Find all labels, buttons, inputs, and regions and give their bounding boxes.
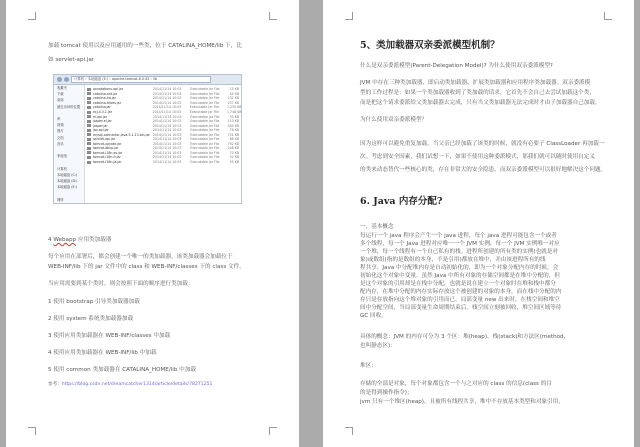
left-document-page bbox=[6, 0, 299, 447]
file-date: 2014/11/14 10:03 bbox=[152, 137, 182, 142]
file-date: 2014/11/14 10:03 bbox=[152, 141, 182, 146]
paragraph-line: jvm 只有一个堆区(heap)，且被所有线程共享，堆中不存放基本类型和对象引用， bbox=[360, 399, 564, 405]
paragraph-line: 当应用需要到某个类时，则会按照下面的顺序进行类加载： bbox=[48, 281, 194, 287]
paragraph-line: 次。考虑到安全因素，我们试想一下，如果不使用这种委派模式，那我们就可以随时使用自定义 bbox=[360, 154, 595, 160]
file-size: 52 KB bbox=[229, 155, 239, 160]
file-size: 55 KB bbox=[229, 160, 239, 165]
jar-file-icon bbox=[87, 97, 91, 100]
crop-mark bbox=[28, 427, 36, 435]
paragraph-line: 每个应用在部署后，都会创建一个唯一的类加载器。该类加载器会加载位于 bbox=[48, 254, 233, 260]
file-type: Executable Jar File bbox=[189, 105, 219, 110]
section-5-question: 什么是双亲委派模型(Parent-Delegation Model)? 为什么使用双亲委派模型? bbox=[360, 63, 553, 69]
file-size: 54 KB bbox=[229, 91, 239, 96]
paragraph-line: 为什么使用双亲委派模型？ bbox=[360, 117, 428, 123]
file-type: Executable Jar File bbox=[190, 91, 220, 96]
jar-file-icon bbox=[87, 88, 91, 91]
file-name: catalina-tribes.jar bbox=[93, 100, 122, 105]
explorer-sidebar bbox=[54, 85, 85, 203]
file-name: tomcat-i18n-es.jar bbox=[93, 150, 123, 155]
paragraph-line: 每运行一个 java 程序会产生一个 java 进程，每个 java 进程可能包含一个或者 bbox=[360, 233, 557, 239]
file-date: 2014/11/14 10:03 bbox=[152, 96, 182, 101]
file-date: 2014/11/14 10:03 bbox=[152, 119, 182, 124]
jar-file-icon bbox=[87, 151, 91, 154]
jar-file-icon bbox=[87, 106, 91, 109]
file-name: catalina-ant.jar bbox=[93, 91, 118, 96]
explorer-file-list bbox=[87, 87, 242, 201]
file-name: mysql-connector-java-5.1.13-bin.jar bbox=[93, 132, 150, 137]
file-date: 2014/11/14 10:03 bbox=[152, 105, 182, 110]
step-item: 4 使用应用类加载器在 WEB-INF/lib 中加载 bbox=[48, 350, 157, 356]
explorer-sidebar-item[interactable]: 文档 bbox=[57, 135, 64, 140]
file-date: 2014/11/14 10:03 bbox=[152, 100, 182, 105]
file-size: 76 KB bbox=[229, 128, 239, 133]
file-name: el-api.jar bbox=[93, 114, 108, 119]
paragraph-line: 型的工作过程是：如果一个类加载器收到了类加载的请求，它首先不会自己去尝试加载这个类， bbox=[360, 90, 595, 96]
paragraph-line: 程共享。Java 中分配堆内存是自动初始化的，即为一个对象分配内存的时候，会 bbox=[360, 265, 559, 271]
file-type: Executable Jar File bbox=[190, 132, 220, 137]
explorer-sidebar-item[interactable]: 家庭组 bbox=[57, 154, 67, 159]
file-type: Executable Jar File bbox=[190, 87, 220, 92]
intro-line: 加载 tomcat 使用以及应用通用的一些类，位于 CATALINA_HOME/lib 下，比 bbox=[48, 43, 242, 49]
jar-file-icon bbox=[87, 156, 91, 159]
file-size: 88 KB bbox=[229, 137, 239, 142]
file-type: Executable Jar File bbox=[190, 155, 220, 160]
file-name: tomcat-i18n-ja.jar bbox=[93, 160, 122, 165]
file-date: 2014/11/14 10:03 bbox=[152, 132, 182, 137]
file-size: 33 KB bbox=[229, 114, 239, 119]
file-size: 594 KB bbox=[227, 123, 239, 128]
paragraph-line: 的类来动态替代一些核心的类，存在非常大的安全隐患，而双亲委派模型可以很好地解决这个问题。 bbox=[360, 167, 607, 173]
jar-file-icon bbox=[87, 133, 91, 136]
file-date: 2014/11/14 10:03 bbox=[152, 160, 182, 165]
paragraph-line: 也叫静态区)： bbox=[360, 343, 396, 349]
crop-mark bbox=[345, 427, 353, 435]
crop-mark bbox=[269, 12, 277, 20]
explorer-sidebar-item[interactable]: 桌面 bbox=[57, 98, 64, 103]
file-size: 1,748 KB bbox=[227, 110, 242, 114]
explorer-sidebar-item[interactable]: 网络 bbox=[57, 197, 64, 202]
paragraph-line: 具体的概念：JVM 的内存可分为 3 个区：堆(heap)、栈(stack)和方法区(method， bbox=[360, 334, 570, 340]
file-date: 2014/11/14 10:03 bbox=[152, 150, 182, 155]
file-type: Executable Jar File bbox=[190, 160, 220, 165]
reference-link[interactable]: https://blog.csdn.net/dreamcatcher1314/article/details/78271251 bbox=[61, 382, 213, 387]
file-type: Executable Jar File bbox=[189, 110, 219, 114]
file-name: catalina-ha.jar bbox=[93, 96, 116, 101]
intro-line: 如 servlet-api.jar bbox=[48, 57, 95, 63]
file-type: Executable Jar File bbox=[190, 123, 220, 128]
jar-file-icon bbox=[87, 142, 91, 145]
file-date: 2014/11/14 10:03 bbox=[152, 128, 182, 133]
explorer-sidebar-item[interactable]: 本地磁盘 (C:) bbox=[57, 172, 78, 177]
file-date: 2014/11/14 10:03 bbox=[152, 146, 182, 151]
file-date: 2014/11/14 10:03 bbox=[152, 91, 182, 96]
explorer-sidebar-item[interactable]: 下载 bbox=[57, 92, 64, 97]
file-name: tomcat-coyote.jar bbox=[93, 141, 122, 146]
forward-icon bbox=[64, 77, 69, 82]
file-name: jsp-api.jar bbox=[93, 128, 109, 133]
right-document-page bbox=[323, 0, 634, 447]
file-name: jasper-el.jar bbox=[93, 119, 112, 124]
paragraph-line: 存储的全部是对象，每个对象都包含一个与之对应的 class 的信息(class 的目 bbox=[360, 381, 552, 387]
file-name: servlet-api.jar bbox=[93, 137, 116, 142]
file-explorer-screenshot bbox=[53, 74, 242, 204]
file-date: 2014/11/14 10:03 bbox=[152, 123, 182, 128]
file-name: tomcat-i18n-fr.jar bbox=[93, 155, 121, 160]
file-date: 2014/11/14 10:03 bbox=[152, 110, 182, 114]
file-type: Executable Jar File bbox=[190, 128, 220, 133]
file-size: 248 KB bbox=[227, 146, 239, 151]
file-type: Executable Jar File bbox=[190, 137, 220, 142]
paragraph-line: 是这个对象的引用却是在栈中分配，也就是说在建立一个对象时在堆和栈中都分 bbox=[360, 281, 556, 287]
jar-file-icon bbox=[87, 92, 91, 95]
paragraph-line: 配内存，在堆中分配的内存实际存放这个被创建的对象的本身，而在栈中分配的内 bbox=[360, 289, 562, 295]
file-date: 2014/11/14 10:03 bbox=[152, 155, 182, 160]
file-size: 1,235 KB bbox=[227, 105, 242, 110]
paragraph-line: 而是把这个请求委派给父类加载器去完成，只有当父类加载器无法完成时才由子加载器自己加载。 bbox=[360, 100, 601, 106]
file-name: annotations-api.jar bbox=[93, 87, 124, 92]
file-name: catalina.jar bbox=[93, 105, 111, 110]
file-type: Executable Jar File bbox=[190, 141, 220, 146]
subheading: 一、基本概念 bbox=[360, 224, 394, 230]
file-row[interactable] bbox=[87, 160, 239, 165]
explorer-sidebar-item[interactable]: 收藏夹 bbox=[57, 86, 67, 90]
crop-mark bbox=[28, 12, 36, 20]
explorer-sidebar-item[interactable]: 视频 bbox=[57, 123, 64, 128]
paragraph-line: 象)或数组(指的是数组的本身，不是引用)都放在堆中，并由该进程所有的线 bbox=[360, 257, 546, 263]
jar-file-icon bbox=[87, 161, 91, 164]
file-type: Executable Jar File bbox=[190, 96, 220, 101]
step-item: 1 使用 bootstrap 引导类加载器加载 bbox=[48, 299, 140, 305]
step-item: 3 使用应用类加载器在 WEB-INF/classes 中加载 bbox=[48, 333, 171, 339]
reference-line: 参考：https://blog.csdn.net/dreamcatcher1314/article/details/78271251 bbox=[48, 382, 213, 387]
jar-file-icon bbox=[87, 111, 91, 114]
file-type: Executable Jar File bbox=[190, 119, 220, 124]
jar-file-icon bbox=[87, 115, 91, 118]
file-date: 2014/11/14 10:03 bbox=[152, 87, 182, 92]
file-size: 792 KB bbox=[227, 141, 239, 146]
jar-file-icon bbox=[87, 138, 91, 141]
step-item: 2 使用 system 系统类加载器加载 bbox=[48, 316, 134, 322]
crop-mark bbox=[604, 12, 612, 20]
explorer-address-bar bbox=[54, 75, 241, 85]
paragraph-line: GC 回收。 bbox=[360, 313, 387, 319]
paragraph-line: 初始化这个对象中变量。虽然 Java 中所有对象的存储空间都是在堆中分配的，但 bbox=[360, 273, 560, 279]
section-6-title: 6. Java 内存分配? bbox=[360, 196, 443, 207]
heap-label: 堆区： bbox=[360, 363, 377, 369]
paragraph-line: WEB-INF/lib 下的 jar 文件中的 class 和 WEB-INF/classes 下的 class 文件。 bbox=[48, 264, 245, 270]
file-name: jasper.jar bbox=[93, 123, 108, 128]
paragraph-line: 多个线程，每一个 Java 进程对应唯一一个 JVM 实例，每一个 JVM 实例唯一对应 bbox=[360, 241, 560, 247]
paragraph-line: 一个堆，每一个线程有一个自己私有的栈。进程所创建的所有类的实例(也就是对 bbox=[360, 249, 558, 255]
jar-file-icon bbox=[87, 147, 91, 150]
crop-mark bbox=[269, 427, 277, 435]
explorer-sidebar-item[interactable]: 库 bbox=[57, 117, 61, 122]
crop-mark bbox=[345, 12, 353, 20]
file-name: tomcat-dbcp.jar bbox=[93, 146, 119, 151]
explorer-sidebar-item[interactable]: 图片 bbox=[57, 129, 64, 134]
explorer-sidebar-item[interactable]: 本地磁盘 (D:) bbox=[57, 179, 78, 184]
jar-file-icon bbox=[87, 101, 91, 104]
file-type: Executable Jar File bbox=[190, 114, 220, 119]
webapp-heading: 4 Webapp 应用类加载器 bbox=[48, 237, 112, 243]
paragraph-line: JVM 中存在三种类加载器，即启动类加载器、扩展类加载器和应用程序类加载器。双亲委派模 bbox=[360, 80, 591, 86]
file-date: 2014/11/14 10:03 bbox=[152, 114, 182, 119]
file-size: 70 KB bbox=[229, 150, 239, 155]
section-5-title: 5、类加载器双亲委派模型机制？ bbox=[360, 40, 500, 51]
file-type: Executable Jar File bbox=[190, 146, 220, 151]
explorer-sidebar-item[interactable]: 最近访问的位置 bbox=[57, 104, 81, 109]
paragraph-line: 存只是存放指向这个堆对象的引用而已。局部变量 new 出来时，在栈空间和堆空 bbox=[360, 297, 560, 303]
file-type: Executable Jar File bbox=[190, 100, 220, 105]
step-item: 5 使用 common 类加载器在 CATALINA_HOME/lib 中加载 bbox=[48, 367, 196, 373]
file-size: 132 KB bbox=[227, 96, 239, 101]
paragraph-line: 的是得到操作指令)； bbox=[360, 390, 413, 396]
explorer-sidebar-item[interactable]: 音乐 bbox=[57, 141, 64, 146]
jar-file-icon bbox=[87, 120, 91, 123]
back-icon bbox=[57, 77, 62, 82]
file-size: 751 KB bbox=[227, 132, 239, 137]
file-size: 15 KB bbox=[229, 87, 239, 92]
file-size: 110 KB bbox=[227, 119, 239, 124]
file-type: Executable Jar File bbox=[190, 150, 220, 155]
explorer-sidebar-item[interactable]: 计算机 bbox=[57, 166, 67, 171]
paragraph-line: 因为这样可以避免重复加载，当父亲已经加载了该类的时候，就没有必要子 ClassLoader 再加载一 bbox=[360, 141, 605, 147]
address-path: 计算机 › 本地磁盘 (E:) › apache-tomcat-6.0.43 › lib bbox=[71, 76, 211, 83]
explorer-sidebar-item[interactable]: 本地磁盘 (E:) bbox=[57, 185, 78, 190]
jar-file-icon bbox=[87, 129, 91, 132]
file-name: ecj-4.3.1.jar bbox=[93, 110, 113, 114]
paragraph-line: 间中分配空间，当局部变量生命周期结束后，栈空间立刻被回收，堆空间区域等待 bbox=[360, 305, 562, 311]
file-size: 237 KB bbox=[227, 100, 239, 105]
jar-file-icon bbox=[87, 124, 91, 127]
